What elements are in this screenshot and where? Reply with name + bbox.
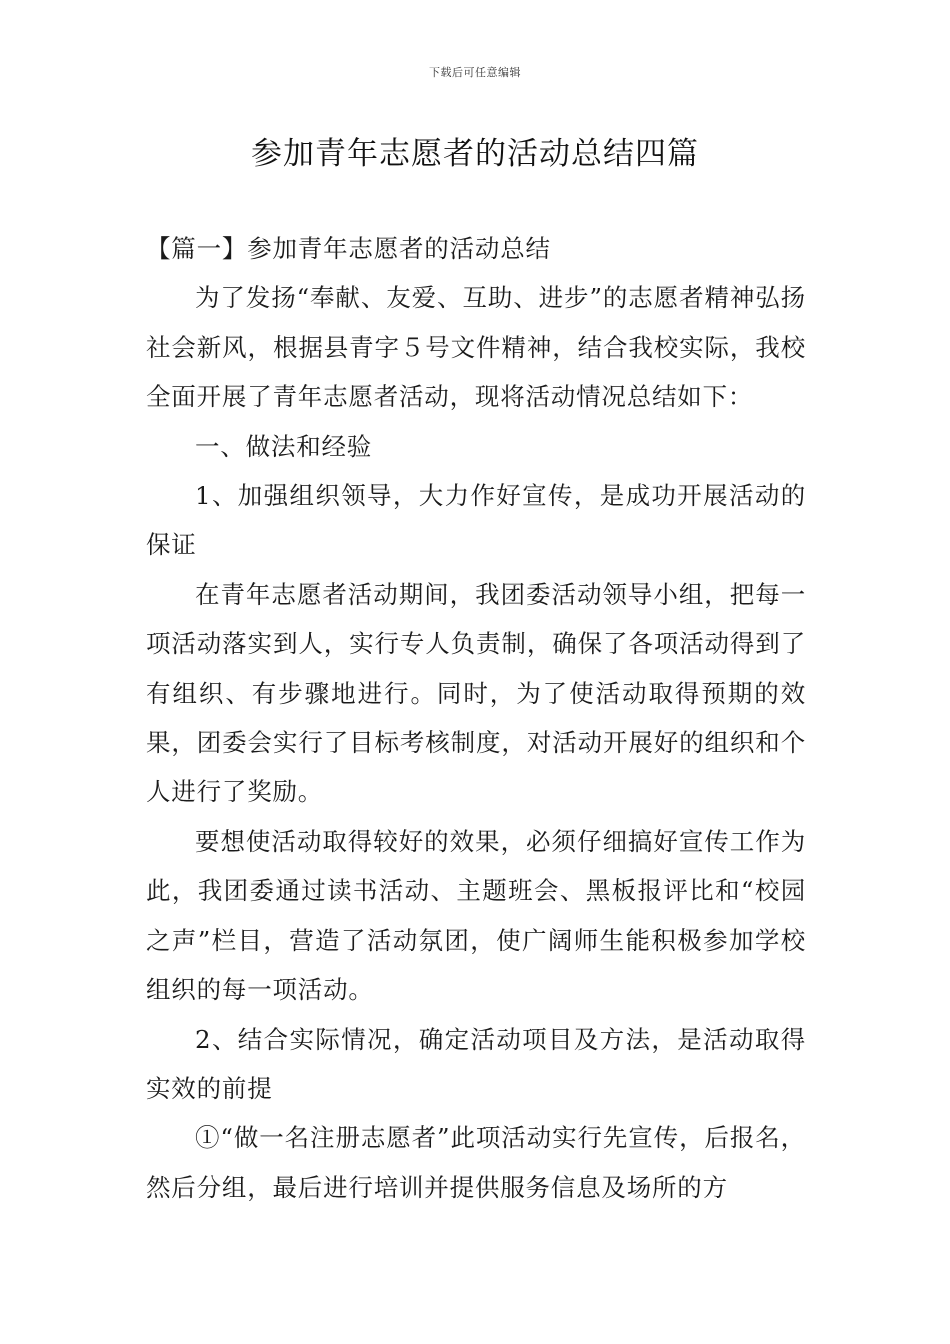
document-title: 参加青年志愿者的活动总结四篇 [251, 136, 699, 172]
paragraph: 1、加强组织领导，大力作好宣传，是成功开展活动的保证 [146, 481, 806, 560]
paragraph: 在青年志愿者活动期间，我团委活动领导小组，把每一项活动落实到人，实行专人负责制，确保了各项活动得到了有组织、有步骤地进行。同时，为了使活动取得预期的效果，团委会实行了目标考核制度，对活动开展好的组织和个人进行了奖励。 [146, 579, 806, 807]
section-heading: 【篇一】参加青年志愿者的活动总结 [146, 234, 551, 263]
header-note: 下载后可任意编辑 [429, 66, 521, 79]
paragraph: 为了发扬“奉献、友爱、互助、进步”的志愿者精神弘扬社会新风，根据县青字５号文件精神，结合我校实际，我校全面开展了青年志愿者活动，现将活动情况总结如下： [146, 283, 806, 412]
paragraph: ①“做一名注册志愿者”此项活动实行先宣传，后报名，然后分组，最后进行培训并提供服务信息及场所的方 [146, 1123, 806, 1202]
paragraph: 2、结合实际情况，确定活动项目及方法，是活动取得实效的前提 [146, 1024, 806, 1103]
paragraph: 要想使活动取得较好的效果，必须仔细搞好宣传工作为此，我团委通过读书活动、主题班会、黑板报评比和“校园之声”栏目，营造了活动氛团，使广阔师生能积极参加学校组织的每一项活动。 [146, 826, 806, 1005]
document-body [146, 224, 806, 1212]
subheading: 一、做法和经验 [195, 431, 373, 461]
